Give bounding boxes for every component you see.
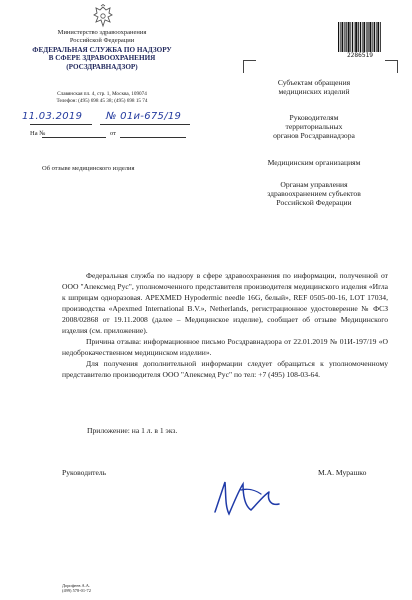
reference-number-line: [42, 137, 106, 138]
letter-subject: Об отзыве медицинского изделия: [42, 165, 135, 172]
agency-address: Славянская пл. 4, стр. 1, Москва, 109074 Телефон: (495) 698 45 38; (495) 698 15 74: [56, 91, 148, 104]
executor-info: Дорофеев А.А. (499) 578-01-72: [62, 583, 91, 594]
address-bracket-left: [243, 60, 256, 73]
agency-name: ФЕДЕРАЛЬНАЯ СЛУЖБА ПО НАДЗОРУ В СФЕРЕ ЗДРАВООХРАНЕНИЯ (РОСЗДРАВНАДЗОР): [32, 46, 172, 71]
outgoing-number: № 01и-675/19: [106, 111, 182, 122]
reference-date-label: от: [110, 130, 117, 137]
body-paragraph-contact: Для получения дополнительной информации следует обращаться к уполномоченному представителю производителя ООО "Апексмед Рус" по тел: +7 (495) 108-03-64.: [62, 359, 388, 379]
head-title: Руководитель: [62, 468, 107, 477]
recipient-health-authorities: Органам управления здравоохранением субъектов Российской Федерации: [267, 180, 361, 207]
body-paragraph-notice: Федеральная служба по надзору в сфере здравоохранения по информации, полученной от ООО "Апексмед Рус", уполномоченного представителя производителя медицинского изделия «Игла к шприцам одноразовая. APEXMED Hypodermic needle 16G, белый», REF 0505-00-16, LOT 17034, производства «Apexmed International B.V.», Netherlands, регистрационное удостоверение № ФСЗ 2008/02868 от 19.11.2008 (далее – Медицинское изделие), сообщает об отзыве Медицинского изделия (см. приложение).: [62, 271, 388, 335]
recipient-medical-device-subjects: Субъектам обращения медицинских изделий: [277, 78, 351, 96]
reference-number-label: На №: [30, 130, 46, 137]
barcode-number: 2286519: [346, 52, 374, 59]
ministry-name: Министерство здравоохранения Российской Федерации: [57, 29, 147, 44]
date-underline: [30, 124, 92, 125]
barcode-icon: [338, 22, 382, 52]
reference-date-line: [120, 137, 186, 138]
coat-of-arms-icon: [90, 4, 116, 30]
attachment-note: Приложение: на 1 л. в 1 экз.: [87, 426, 178, 435]
recipient-territorial-heads: Руководителям территориальных органов Росздравнадзора: [273, 113, 355, 140]
letter-body: [62, 270, 388, 380]
outgoing-date: 11.03.2019: [22, 111, 83, 122]
signer-name: М.А. Мурашко: [318, 468, 367, 477]
address-bracket-right: [385, 60, 398, 73]
number-underline: [100, 124, 190, 125]
recipient-medical-organizations: Медицинским организациям: [267, 158, 361, 167]
body-paragraph-reason: Причина отзыва: информационное письмо Росздравнадзора от 22.01.2019 № 01И-197/19 «О недоброкачественном медицинском изделии».: [62, 337, 388, 357]
handwritten-signature-icon: [205, 470, 305, 520]
